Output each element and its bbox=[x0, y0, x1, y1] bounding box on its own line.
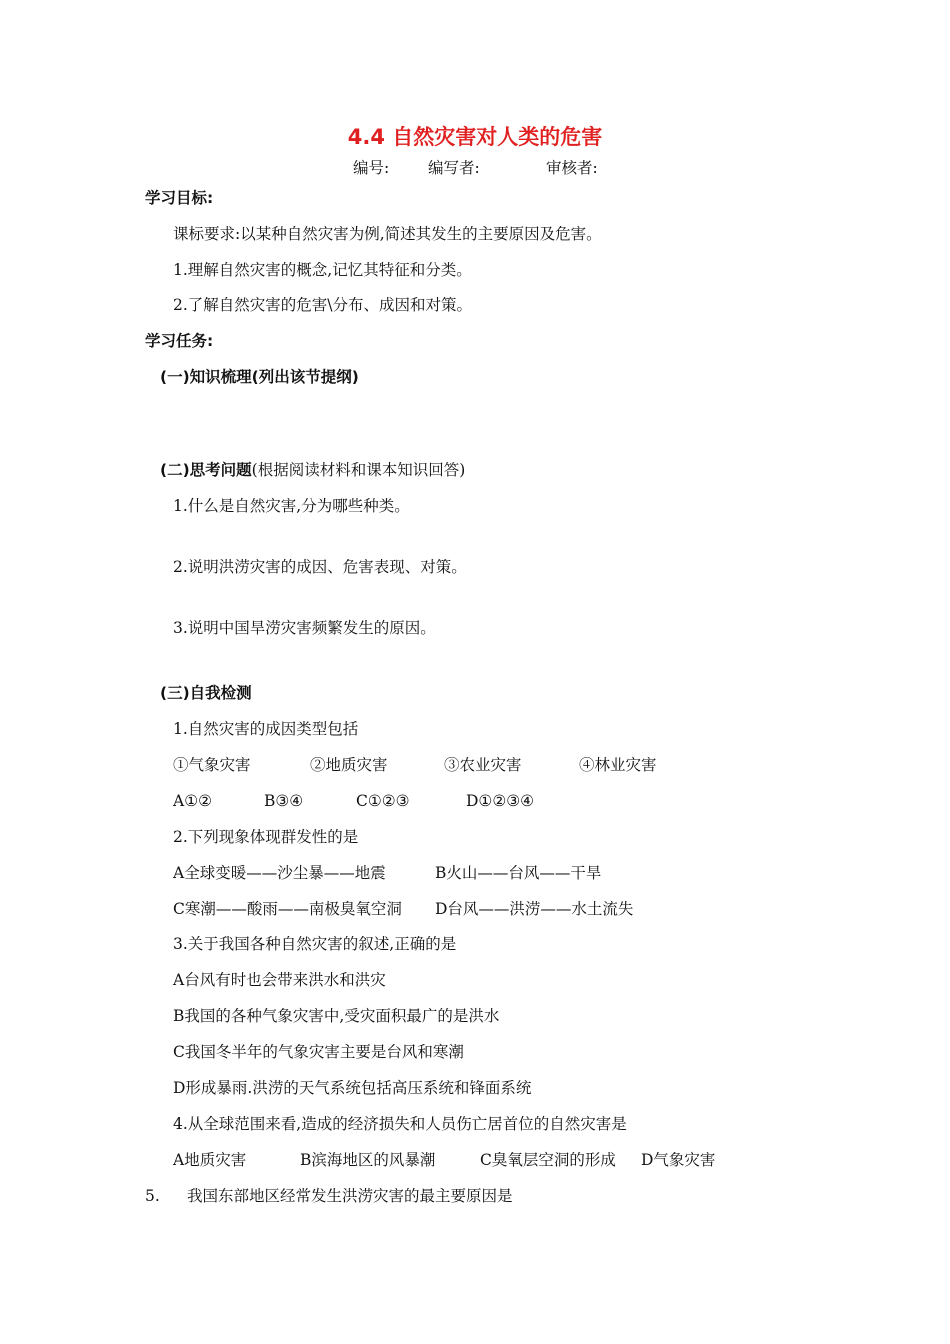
quiz-question-stem: 1.自然灾害的成因类型包括 bbox=[173, 720, 359, 738]
quiz-option: C①②③ bbox=[356, 792, 410, 810]
quiz-option: D台风——洪涝——水土流失 bbox=[435, 900, 634, 918]
quiz-option: B滨海地区的风暴潮 bbox=[300, 1151, 436, 1169]
section-thinking bbox=[160, 460, 465, 480]
quiz-option: A①② bbox=[173, 792, 212, 810]
quiz-option: C我国冬半年的气象灾害主要是台风和寒潮 bbox=[173, 1043, 464, 1061]
objective-item: 2.了解自然灾害的危害\分布、成因和对策。 bbox=[173, 296, 473, 314]
section-knowledge: (一)知识梳理(列出该节提纲) bbox=[160, 368, 359, 386]
quiz-option: C臭氧层空洞的形成 bbox=[480, 1151, 616, 1169]
quiz-question-stem: 4.从全球范围来看,造成的经济损失和人员伤亡居首位的自然灾害是 bbox=[173, 1115, 627, 1133]
quiz-option: B③④ bbox=[264, 792, 304, 810]
quiz-choice: ③农业灾害 bbox=[444, 756, 522, 774]
objectives-heading: 学习目标: bbox=[145, 189, 214, 207]
quiz-option: B火山——台风——干旱 bbox=[435, 864, 602, 882]
quiz-option: D气象灾害 bbox=[641, 1151, 716, 1169]
quiz-question-stem: 2.下列现象体现群发性的是 bbox=[173, 828, 359, 846]
quiz-option: C寒潮——酸雨——南极臭氧空洞 bbox=[173, 900, 402, 918]
page-title: 4.4 自然灾害对人类的危害 bbox=[347, 125, 603, 149]
number-label: 编号: bbox=[353, 159, 390, 177]
quiz-option: B我国的各种气象灾害中,受灾面积最广的是洪水 bbox=[173, 1007, 500, 1025]
quiz-choice: ②地质灾害 bbox=[310, 756, 388, 774]
quiz-question-stem: 我国东部地区经常发生洪涝灾害的最主要原因是 bbox=[187, 1187, 513, 1205]
quiz-question-number: 5. bbox=[145, 1187, 160, 1205]
quiz-choice: ④林业灾害 bbox=[579, 756, 657, 774]
thinking-question: 1.什么是自然灾害,分为哪些种类。 bbox=[173, 497, 410, 515]
quiz-choice: ①气象灾害 bbox=[173, 756, 251, 774]
thinking-question: 3.说明中国旱涝灾害频繁发生的原因。 bbox=[173, 619, 436, 637]
quiz-option: A台风有时也会带来洪水和洪灾 bbox=[173, 971, 386, 989]
section-thinking-note: (根据阅读材料和课本知识回答) bbox=[251, 461, 466, 479]
quiz-option: D①②③④ bbox=[466, 792, 535, 810]
quiz-option: A地质灾害 bbox=[173, 1151, 247, 1169]
quiz-option: A全球变暖——沙尘暴——地震 bbox=[173, 864, 386, 882]
quiz-question-stem: 3.关于我国各种自然灾害的叙述,正确的是 bbox=[173, 935, 457, 953]
thinking-question: 2.说明洪涝灾害的成因、危害表现、对策。 bbox=[173, 558, 467, 576]
quiz-option: D形成暴雨.洪涝的天气系统包括高压系统和锋面系统 bbox=[173, 1079, 532, 1097]
tasks-heading: 学习任务: bbox=[145, 332, 214, 350]
section-self-test: (三)自我检测 bbox=[160, 684, 252, 702]
section-thinking-title: (二)思考问题 bbox=[160, 461, 252, 479]
curriculum-requirement: 课标要求:以某种自然灾害为例,简述其发生的主要原因及危害。 bbox=[173, 225, 602, 243]
objective-item: 1.理解自然灾害的概念,记忆其特征和分类。 bbox=[173, 261, 472, 279]
writer-label: 编写者: bbox=[428, 159, 480, 177]
reviewer-label: 审核者: bbox=[546, 159, 598, 177]
